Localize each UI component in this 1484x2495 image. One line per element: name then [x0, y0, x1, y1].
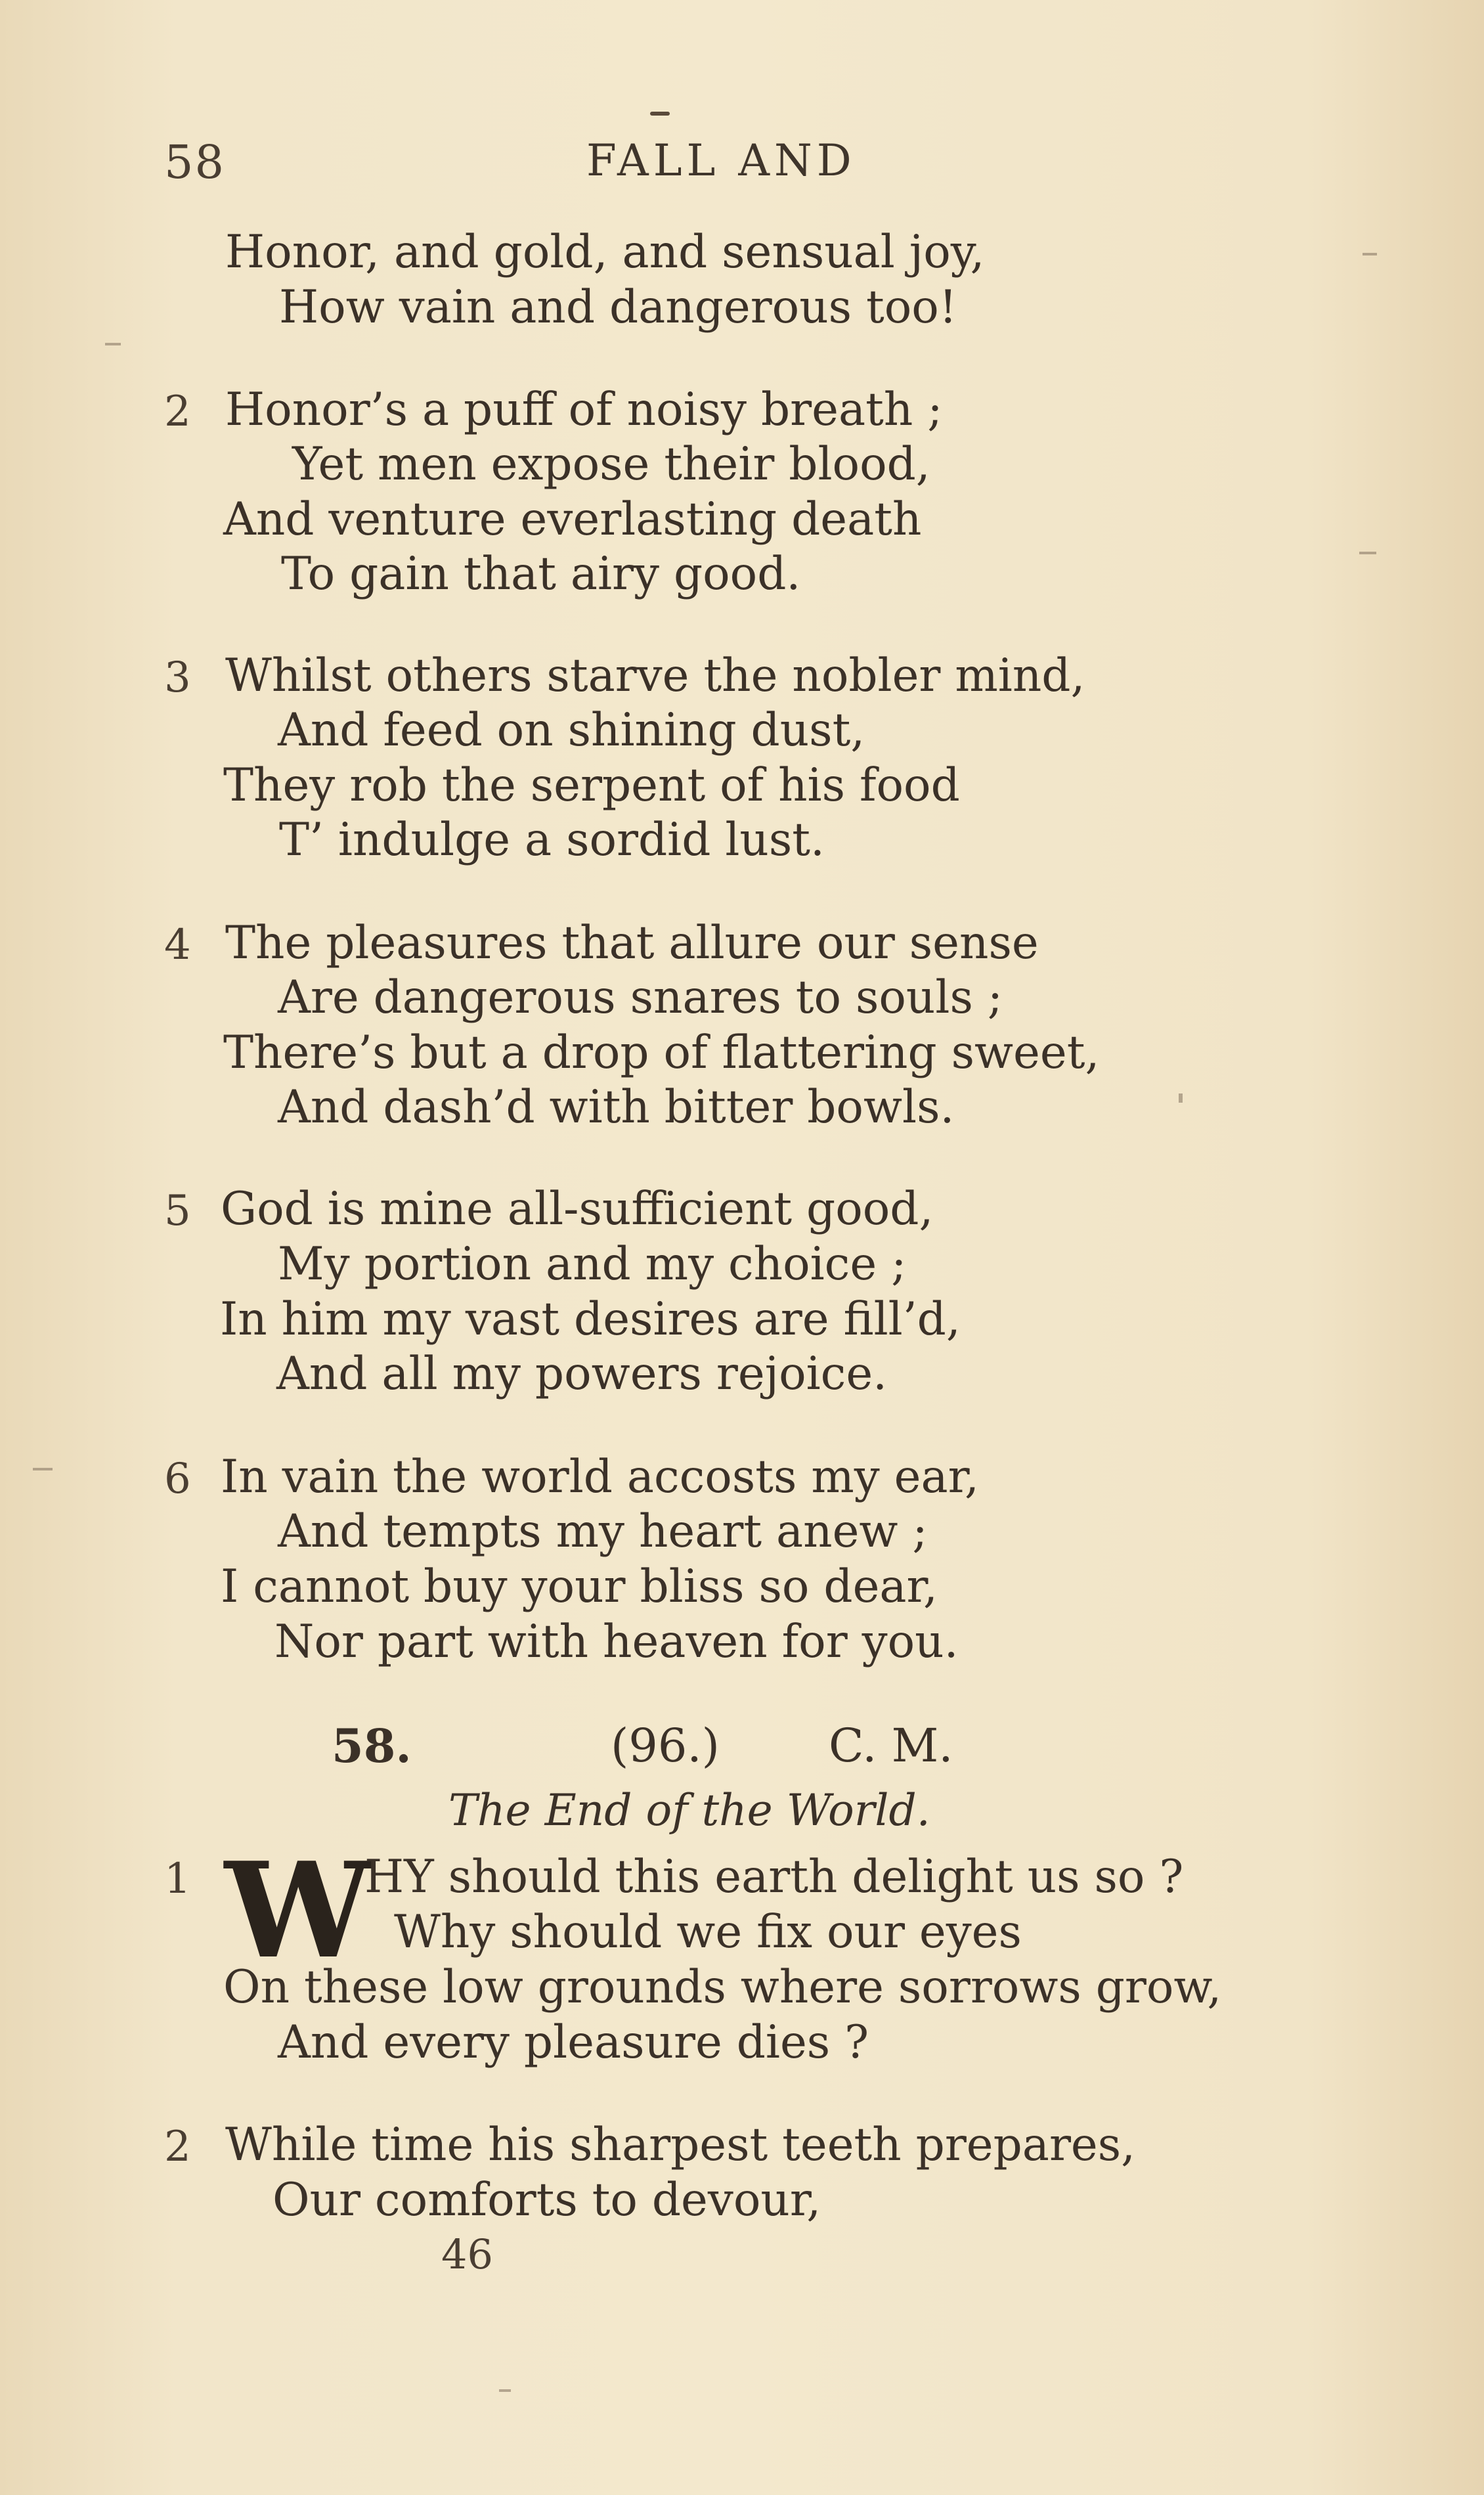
verse-number: 2: [164, 387, 191, 436]
verse-number: 3: [164, 653, 191, 702]
drop-cap: W: [225, 1834, 372, 1988]
verse-number: 5: [164, 1187, 191, 1235]
hymn-tune: (96.): [611, 1719, 720, 1773]
verse-line: Our comforts to devour,: [273, 2174, 821, 2226]
verse-line: And tempts my heart anew ;: [278, 1505, 928, 1558]
paper-speck: [1363, 253, 1377, 255]
verse-line: Nor part with heaven for you.: [274, 1616, 959, 1668]
verse-line: My portion and my choice ;: [278, 1238, 907, 1291]
verse-line: I cannot buy your bliss so dear,: [221, 1560, 938, 1613]
verse-line: The pleasures that allure our sense: [225, 917, 1039, 969]
verse-number: 4: [164, 921, 191, 969]
page-number: 58: [164, 135, 226, 189]
paper-speck: [499, 2389, 511, 2392]
paper-speck: [105, 343, 121, 345]
verse-line: Whilst others starve the nobler mind,: [225, 650, 1085, 702]
verse-line: T’ indulge a sordid lust.: [279, 814, 825, 866]
verse-line: Why should we fix our eyes: [394, 1906, 1022, 1958]
verse-line: God is mine all-sufficient good,: [221, 1183, 934, 1235]
verse-line: HY should this earth delight us so ?: [364, 1851, 1184, 1903]
top-mark: [650, 112, 670, 116]
verse-line: In him my vast desires are fill’d,: [220, 1293, 961, 1346]
verse-line: Honor’s a puff of noisy breath ;: [225, 384, 943, 436]
verse-line: Yet men expose their blood,: [292, 438, 930, 491]
opening-line: How vain and dangerous too!: [279, 281, 957, 334]
printer-signature: 46: [441, 2230, 493, 2278]
verse-line: Are dangerous snares to souls ;: [278, 971, 1003, 1024]
verse-line: And all my powers rejoice.: [276, 1348, 888, 1400]
verse-line: And feed on shining dust,: [278, 704, 865, 757]
paper-speck: [1359, 552, 1376, 554]
verse-line: And every pleasure dies ?: [278, 2016, 869, 2069]
verse-line: To gain that airy good.: [281, 548, 801, 600]
verse-line: While time his sharpest teeth prepares,: [225, 2119, 1136, 2171]
verse-line: In vain the world accosts my ear,: [221, 1451, 979, 1503]
running-title: FALL AND: [586, 135, 856, 186]
hymn-meter: C. M.: [829, 1719, 953, 1773]
verse-line: And dash’d with bitter bowls.: [278, 1081, 955, 1134]
hymn-title: The End of the World.: [448, 1785, 930, 1836]
hymn-number: 58.: [332, 1719, 412, 1773]
paper-speck: [1179, 1093, 1183, 1103]
verse-number: 2: [164, 2123, 191, 2171]
verse-number: 1: [164, 1855, 191, 1903]
verse-line: And venture everlasting death: [223, 493, 922, 546]
opening-line: Honor, and gold, and sensual joy,: [225, 226, 985, 278]
verse-number: 6: [164, 1455, 191, 1503]
verse-line: On these low grounds where sorrows grow,: [223, 1961, 1222, 2014]
verse-line: They rob the serpent of his food: [223, 759, 960, 812]
verse-line: There’s but a drop of flattering sweet,: [223, 1027, 1100, 1079]
paper-speck: [33, 1468, 53, 1470]
